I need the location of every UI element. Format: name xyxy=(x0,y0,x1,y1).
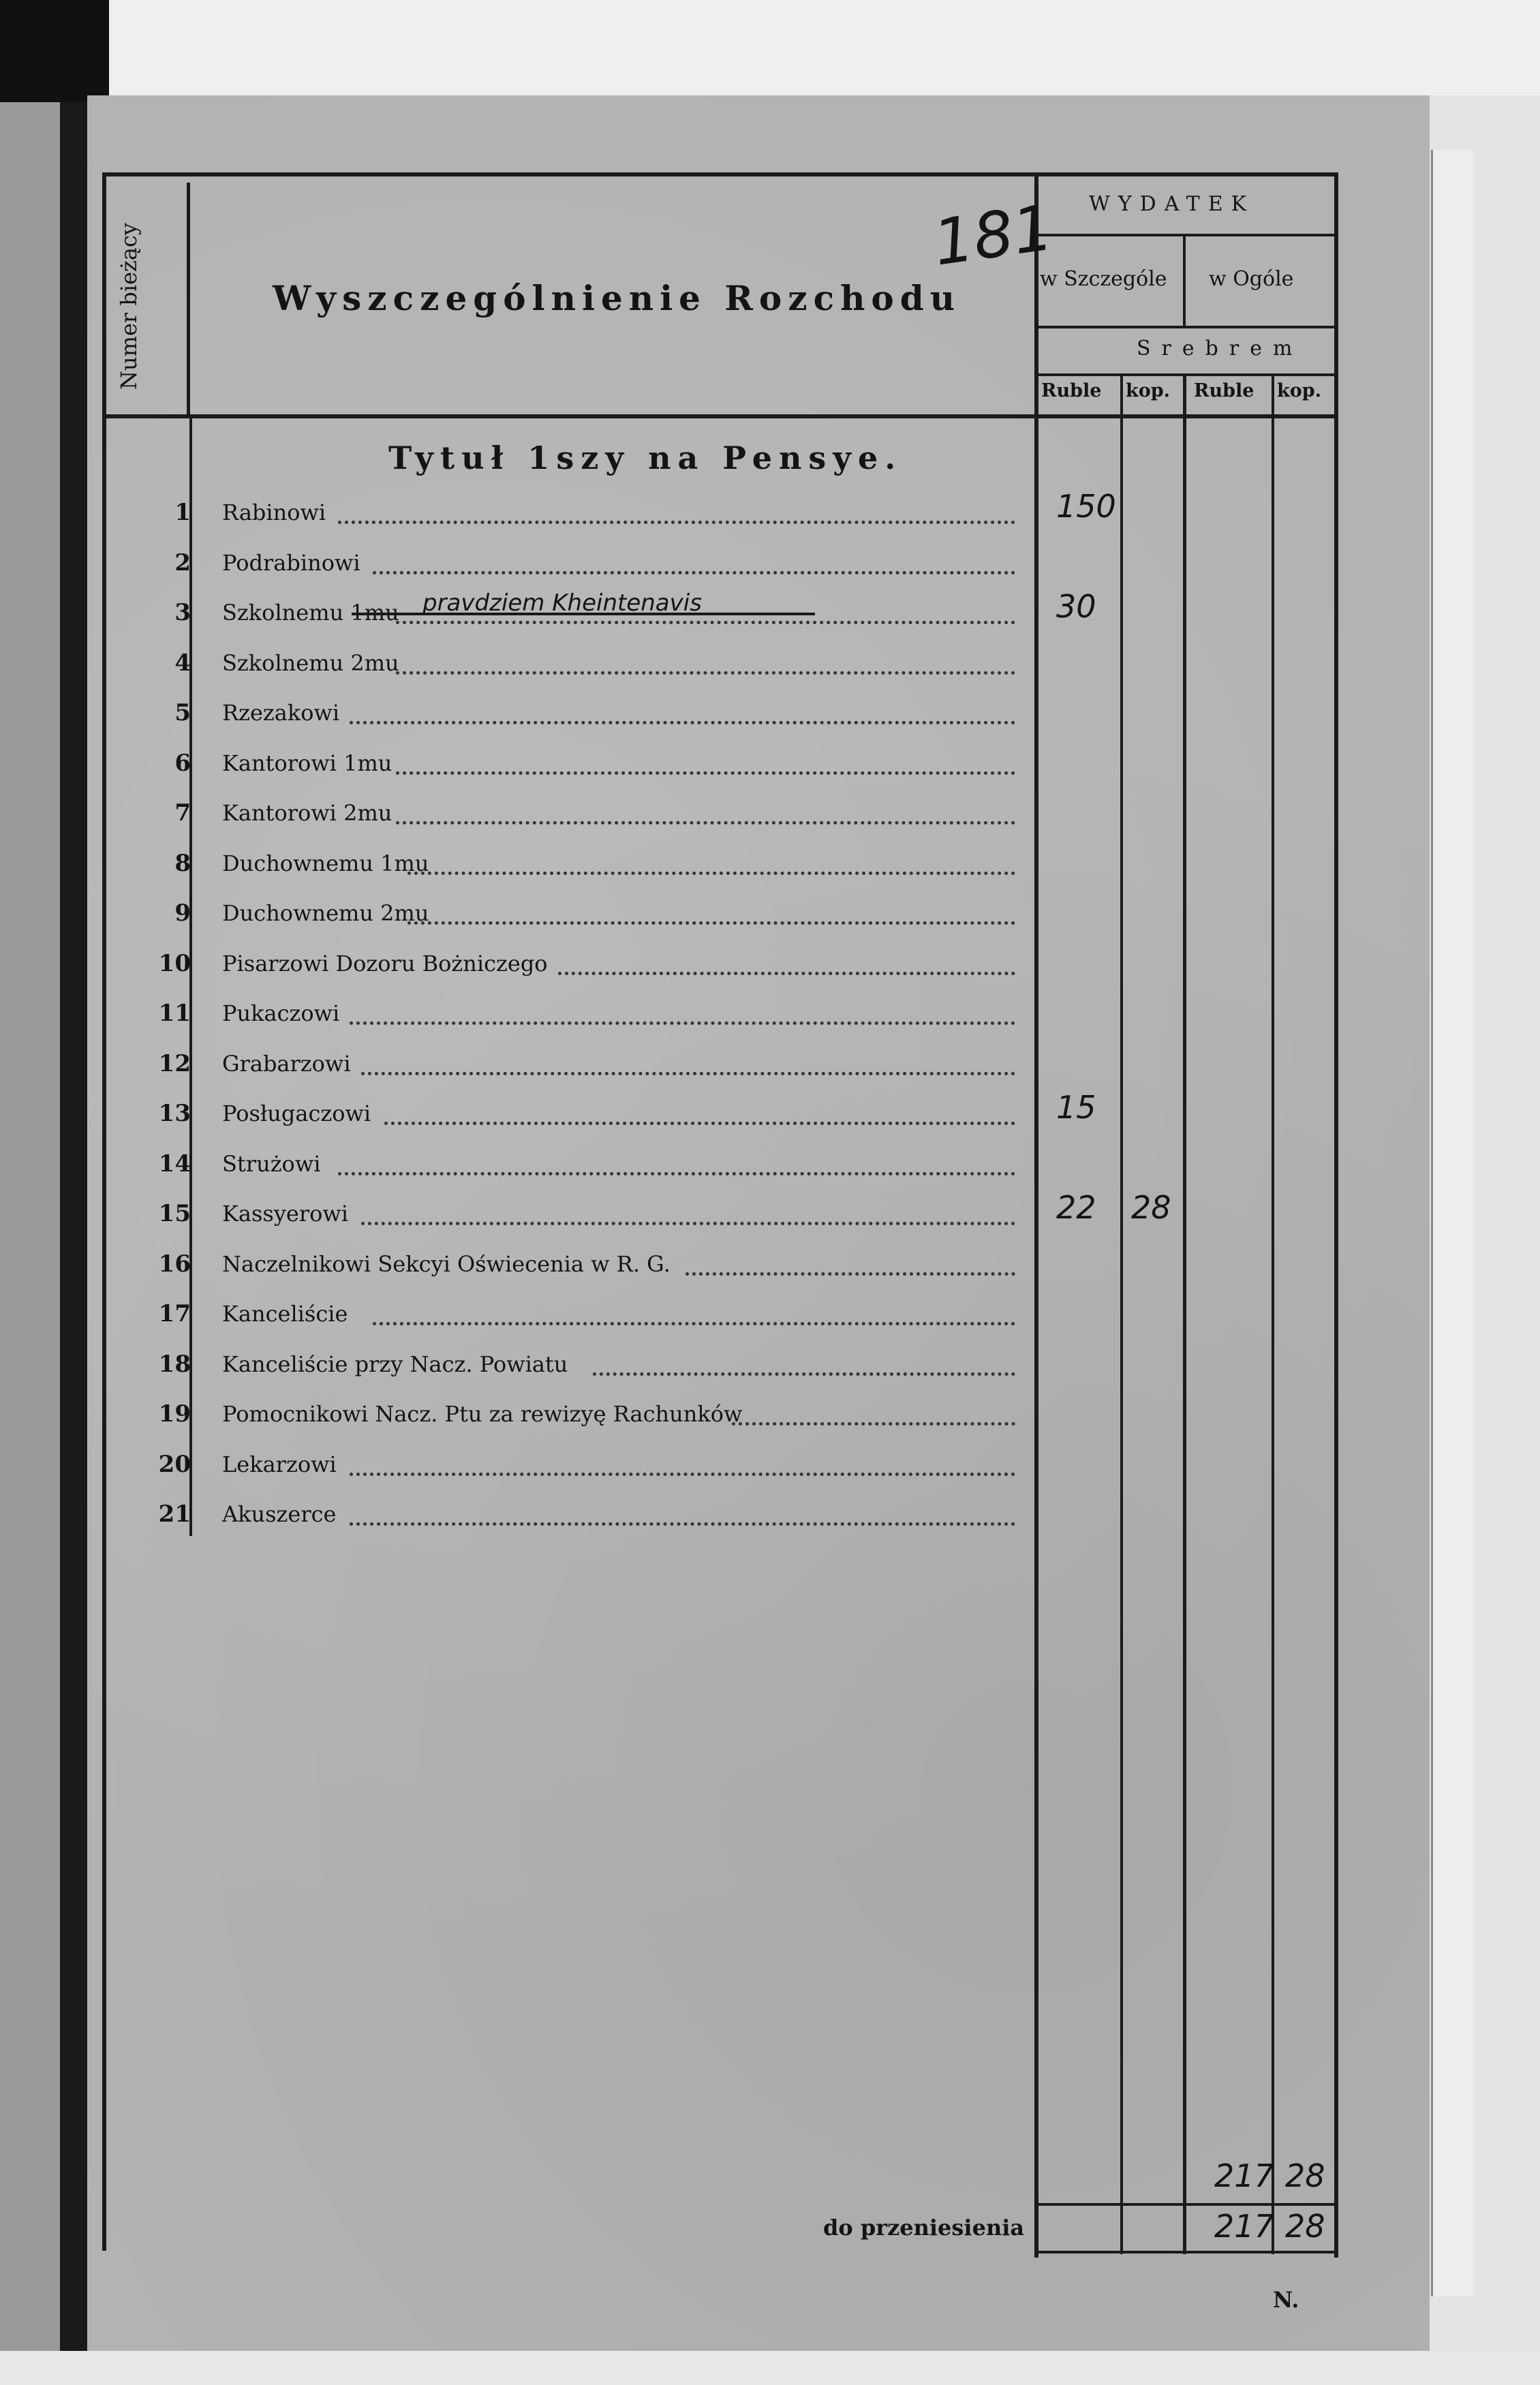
dot-leader xyxy=(338,1172,1015,1175)
ledger-row xyxy=(0,1089,1336,1134)
ledger-row xyxy=(0,1244,1336,1284)
detail-kopecks-heading: kop. xyxy=(1126,380,1170,401)
row-label: Lekarzowi xyxy=(222,1451,337,1477)
number-column-rule xyxy=(187,183,190,414)
detail-rubles-value: 30 xyxy=(1056,588,1096,625)
row-number: 21 xyxy=(158,1501,191,1528)
carry-forward-rubles: 217 xyxy=(1214,2208,1274,2245)
dot-leader xyxy=(558,972,1015,975)
ledger-row xyxy=(0,1189,1336,1234)
dot-leader xyxy=(732,1422,1015,1426)
dot-leader xyxy=(396,821,1015,825)
section-title: Tytuł 1szy na Pensye. xyxy=(388,440,903,476)
row-label: Pukaczowi xyxy=(222,1000,340,1026)
ledger-row xyxy=(0,1143,1336,1184)
row-number: 5 xyxy=(174,699,191,726)
dot-leader xyxy=(407,921,1015,925)
row-label: Grabarzowi xyxy=(222,1050,351,1077)
row-number: 14 xyxy=(158,1150,191,1178)
row-number: 15 xyxy=(158,1200,191,1227)
row-label: Pomocnikowi Nacz. Ptu za rewizyę Rachunków xyxy=(222,1401,743,1427)
ledger-row xyxy=(0,1394,1336,1434)
row-label: Kantorowi 1mu xyxy=(222,750,392,776)
silver-top-rule xyxy=(1034,326,1334,328)
detail-rubles-value: 22 xyxy=(1056,1189,1096,1226)
page-total-kopecks: 28 xyxy=(1285,2157,1325,2194)
column-number-heading: Numer bieżący xyxy=(116,223,142,390)
in-total-heading: w Ogóle xyxy=(1209,267,1294,291)
row-number: 20 xyxy=(158,1450,191,1478)
dot-leader xyxy=(686,1272,1015,1276)
row-label: Rabinowi xyxy=(222,499,326,525)
dot-leader xyxy=(396,671,1015,675)
row-number: 2 xyxy=(174,549,191,576)
row-number: 11 xyxy=(158,1000,191,1027)
row-number: 1 xyxy=(174,499,191,526)
ledger-row xyxy=(0,588,1336,633)
row-number: 6 xyxy=(174,749,191,777)
row-label: Pisarzowi Dozoru Bożniczego xyxy=(222,950,548,976)
page-stack-edge xyxy=(1431,150,1474,2296)
detail-total-split-rule xyxy=(1183,234,1186,326)
dot-leader xyxy=(407,872,1015,875)
ledger-row xyxy=(0,488,1336,533)
ledger-row xyxy=(0,692,1336,733)
handwritten-annotation: pravdziem Kheintenavis xyxy=(422,589,702,617)
row-label: Kantorowi 2mu xyxy=(222,800,392,826)
row-number: 9 xyxy=(174,899,191,927)
row-number: 16 xyxy=(158,1250,191,1278)
row-label: Szkolnemu 2mu xyxy=(222,649,399,676)
dot-leader xyxy=(373,1322,1015,1325)
carry-forward-label: do przeniesienia xyxy=(823,2215,1025,2241)
row-number: 12 xyxy=(158,1049,191,1077)
row-label: Rzezakowi xyxy=(222,700,340,726)
ledger-row xyxy=(0,1344,1336,1385)
detail-rubles-heading: Ruble xyxy=(1041,380,1102,401)
silver-heading: Srebrem xyxy=(1137,337,1304,360)
dot-leader xyxy=(384,1122,1015,1125)
row-label: Duchownemu 2mu xyxy=(222,900,429,926)
row-number: 4 xyxy=(174,649,191,677)
dot-leader xyxy=(373,571,1015,574)
dot-leader xyxy=(350,1473,1015,1476)
total-rubles-heading: Ruble xyxy=(1194,380,1254,401)
expense-heading: WYDATEK xyxy=(1089,192,1255,216)
row-number: 3 xyxy=(174,599,191,626)
carry-forward-kopecks: 28 xyxy=(1285,2208,1325,2245)
row-label: Strużowi xyxy=(222,1150,321,1177)
row-number: 13 xyxy=(158,1100,191,1127)
description-heading: Wyszczególnienie Rozchodu xyxy=(273,278,961,318)
ledger-row xyxy=(0,793,1336,833)
ledger-row xyxy=(0,643,1336,683)
ledger-row xyxy=(0,542,1336,583)
row-label: Duchownemu 1mu xyxy=(222,850,429,876)
row-label: Posługaczowi xyxy=(222,1101,371,1126)
ledger-row xyxy=(0,1444,1336,1485)
row-number: 18 xyxy=(158,1350,191,1378)
ledger-row xyxy=(0,743,1336,784)
ledger-row xyxy=(0,943,1336,984)
film-top-margin xyxy=(0,0,1540,95)
table-top-rule xyxy=(102,172,1334,176)
carry-top-rule xyxy=(1034,2203,1334,2206)
row-label: Naczelnikowi Sekcyi Oświecenia w R. G. xyxy=(222,1250,671,1277)
row-number: 17 xyxy=(158,1300,191,1327)
row-label: Kanceliście przy Nacz. Powiatu xyxy=(222,1351,568,1377)
ledger-row xyxy=(0,893,1336,934)
dot-leader xyxy=(361,1222,1015,1225)
row-number: 10 xyxy=(158,949,191,977)
dot-leader xyxy=(350,1021,1015,1025)
row-number: 8 xyxy=(174,849,191,877)
in-detail-heading: w Szczególe xyxy=(1040,267,1167,291)
ledger-row xyxy=(0,1043,1336,1084)
dot-leader xyxy=(350,721,1015,724)
row-label: Kanceliście xyxy=(222,1301,348,1327)
detail-rubles-value: 15 xyxy=(1056,1089,1096,1126)
folio-number: 181 xyxy=(929,191,1058,280)
row-label: Akuszerce xyxy=(222,1501,337,1527)
header-bottom-rule xyxy=(102,414,1334,418)
dot-leader xyxy=(396,621,1015,624)
carry-bottom-rule xyxy=(1034,2251,1334,2253)
ledger-row xyxy=(0,843,1336,884)
ledger-row xyxy=(0,1293,1336,1334)
row-label: Kassyerowi xyxy=(222,1201,349,1227)
dot-leader xyxy=(593,1372,1015,1376)
detail-rubles-value: 150 xyxy=(1056,488,1116,525)
row-number: 7 xyxy=(174,799,191,827)
page-total-rubles: 217 xyxy=(1214,2157,1274,2194)
ledger-row xyxy=(0,993,1336,1034)
dot-leader xyxy=(350,1522,1015,1526)
bottom-mark: N. xyxy=(1273,2287,1299,2313)
ledger-row xyxy=(0,1494,1336,1535)
dot-leader xyxy=(361,1072,1015,1075)
total-kopecks-heading: kop. xyxy=(1277,380,1321,401)
film-bottom-margin xyxy=(0,2351,1540,2385)
detail-kopecks-value: 28 xyxy=(1131,1189,1171,1226)
dot-leader xyxy=(396,771,1015,775)
row-label: Szkolnemu 1mu xyxy=(222,600,399,626)
row-label: Podrabinowi xyxy=(222,549,360,576)
row-number: 19 xyxy=(158,1400,191,1428)
dot-leader xyxy=(338,521,1015,524)
